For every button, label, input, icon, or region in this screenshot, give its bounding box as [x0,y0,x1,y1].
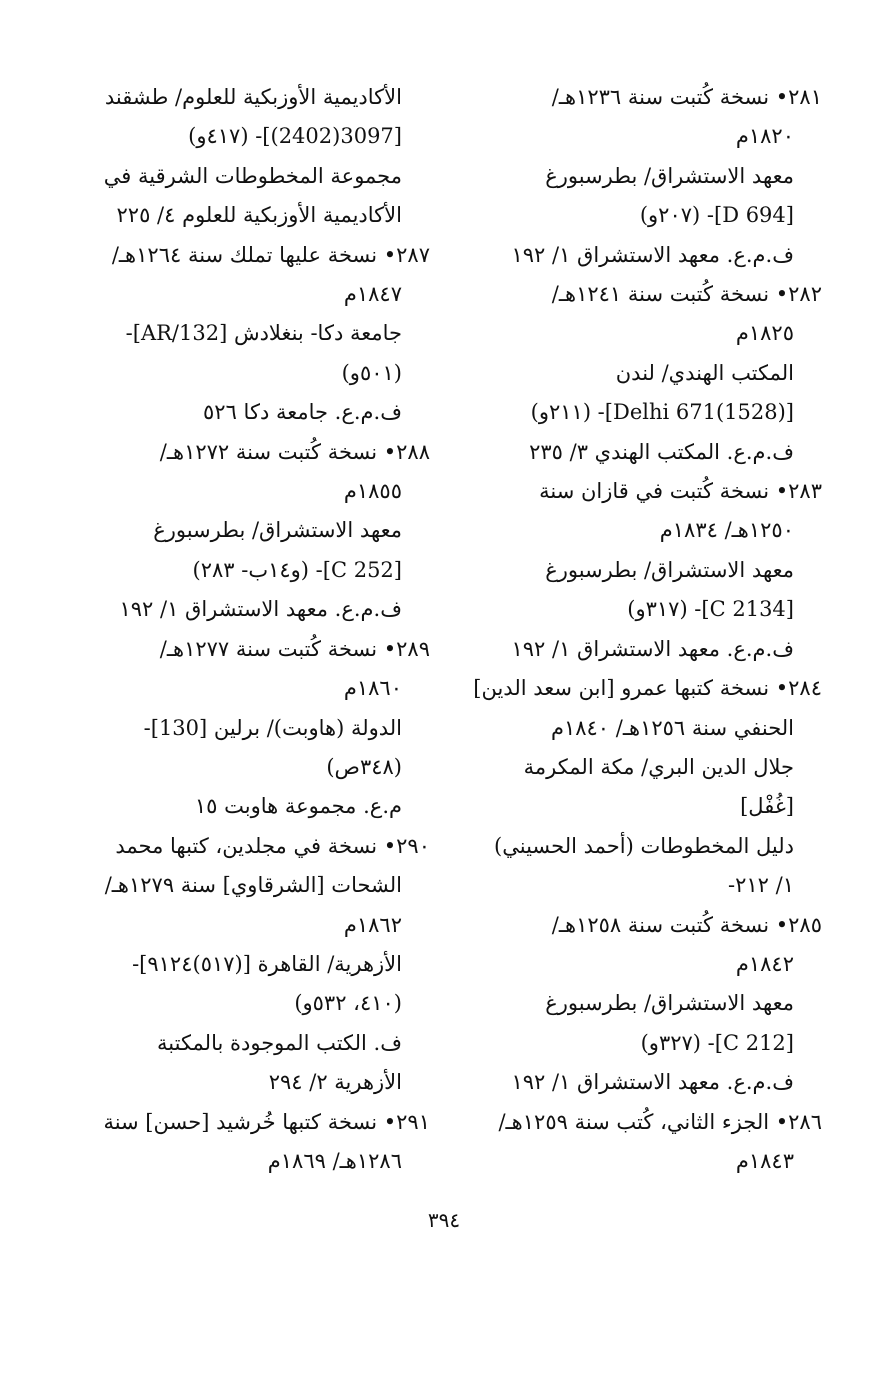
catalog-entry [470,906,822,1103]
entry-line: ١٨٤٣م [735,1148,794,1173]
entry-line: [C 2134]- (٣١٧و) [627,597,794,622]
entry-line: [3097(2402)]- (٤١٧و) [188,124,402,149]
entry-line: المكتب الهندي/ لندن [615,360,794,385]
entry-line: ٢٨٩• نسخة كُتبت سنة ١٢٧٧هـ/ [159,636,430,661]
entry-line: [غُفْل] [740,794,794,819]
entry-line: (٣٤٨ص) [326,754,402,779]
entry-line: معهد الاستشراق/ بطرسبورغ [545,991,794,1016]
entry-line: ف.م.ع. معهد الاستشراق ١/ ١٩٢ [511,1070,794,1095]
entry-line: ١٨٥٥م [343,479,402,504]
entry-line: الأزهرية/ القاهرة [(٥١٧)٩١٢٤]- [132,951,402,976]
catalog-entry [80,630,430,827]
entry-line: ف.م.ع. جامعة دكا ٥٢٦ [203,400,402,425]
entry-line: ١٨٤٧م [343,282,402,307]
entry-line: ١٨٦٢م [343,912,402,937]
entry-line: ف.م.ع. معهد الاستشراق ١/ ١٩٢ [119,597,402,622]
entry-line: الشحات [الشرقاوي] سنة ١٢٧٩هـ/ [104,873,402,898]
entry-line: معهد الاستشراق/ بطرسبورغ [545,557,794,582]
entry-line: ف.م.ع. المكتب الهندي ٣/ ٢٣٥ [529,439,794,464]
catalog-entry [80,1103,430,1182]
entry-line: ١/ ٢١٢- [728,873,794,898]
entry-line: مجموعة المخطوطات الشرقية في [103,163,402,188]
entry-line: الحنفي سنة ١٢٥٦هـ/ ١٨٤٠م [550,715,794,740]
entry-line: دليل المخطوطات (أحمد الحسيني) [494,833,794,858]
entry-line: [Delhi 671(1528)]- (٢١١و) [530,400,794,425]
entry-line: م.ع. مجموعة هاوبت ١٥ [194,794,402,819]
entry-line: ف.م.ع. معهد الاستشراق ١/ ١٩٢ [511,242,794,267]
left-column [80,78,430,1181]
entry-line: الأزهرية ٢/ ٢٩٤ [268,1070,402,1095]
entry-line: جامعة دكا- بنغلادش [AR/132]- [125,321,402,346]
entry-line: ٢٨٦• الجزء الثاني، كُتب سنة ١٢٥٩هـ/ [498,1109,822,1134]
entry-line: ٢٨١• نسخة كُتبت سنة ١٢٣٦هـ/ [551,85,822,109]
entry-line: ١٨٢٠م [735,124,794,149]
entry-line: جلال الدين البري/ مكة المكرمة [523,754,794,779]
entry-line: ف.م.ع. معهد الاستشراق ١/ ١٩٢ [511,636,794,661]
entry-line: الأكاديمية الأوزبكية للعلوم/ طشقند [104,85,402,109]
catalog-entry [470,669,822,905]
entry-line: ٢٨٨• نسخة كُتبت سنة ١٢٧٢هـ/ [159,439,430,464]
entry-line: ١٨٢٥م [735,321,794,346]
catalog-entry [80,827,430,1103]
page-number: ٣٩٤ [427,1208,461,1232]
entry-line: [D 694]- (٢٠٧و) [639,203,794,228]
entry-line: ف. الكتب الموجودة بالمكتبة [157,1030,402,1055]
right-column [470,78,822,1181]
entry-line: [C 212]- (٣٢٧و) [640,1030,794,1055]
entry-line: ٢٨٧• نسخة عليها تملك سنة ١٢٦٤هـ/ [111,242,430,267]
entry-line: (٤١٠، ٥٣٢و) [294,991,402,1016]
catalog-entry [470,78,822,275]
entry-line: ٢٨٥• نسخة كُتبت سنة ١٢٥٨هـ/ [551,912,822,937]
entry-line: الدولة (هاوبت)/ برلين [130]- [143,715,402,740]
catalog-entry [470,1103,822,1182]
entry-line: (٥٠١و) [341,360,402,385]
entry-line: الأكاديمية الأوزبكية للعلوم ٤/ ٢٢٥ [116,203,402,228]
entry-line: ٢٨٤• نسخة كتبها عمرو [ابن سعد الدين] [473,676,822,701]
catalog-entry [80,433,430,630]
entry-line: ٢٨٣• نسخة كُتبت في قازان سنة [539,479,822,504]
entry-line: ١٨٦٠م [343,676,402,701]
entry-line: ٢٨٢• نسخة كُتبت سنة ١٢٤١هـ/ [551,282,822,307]
entry-line: معهد الاستشراق/ بطرسبورغ [545,163,794,188]
catalog-entry [80,78,430,236]
entry-line: ١٨٤٢م [735,951,794,976]
entry-line: ٢٩١• نسخة كتبها خُرشيد [حسن] سنة [103,1109,430,1134]
entry-line: ١٢٥٠هـ/ ١٨٣٤م [659,518,794,543]
catalog-entry [470,275,822,472]
catalog-entry [470,472,822,669]
entry-line: ١٢٨٦هـ/ ١٨٦٩م [267,1148,402,1173]
entry-line: ٢٩٠• نسخة في مجلدين، كتبها محمد [115,833,430,858]
entry-line: معهد الاستشراق/ بطرسبورغ [153,518,402,543]
entry-line: [C 252]- (و١٤ب- ٢٨٣) [192,557,402,582]
catalog-entry [80,236,430,433]
